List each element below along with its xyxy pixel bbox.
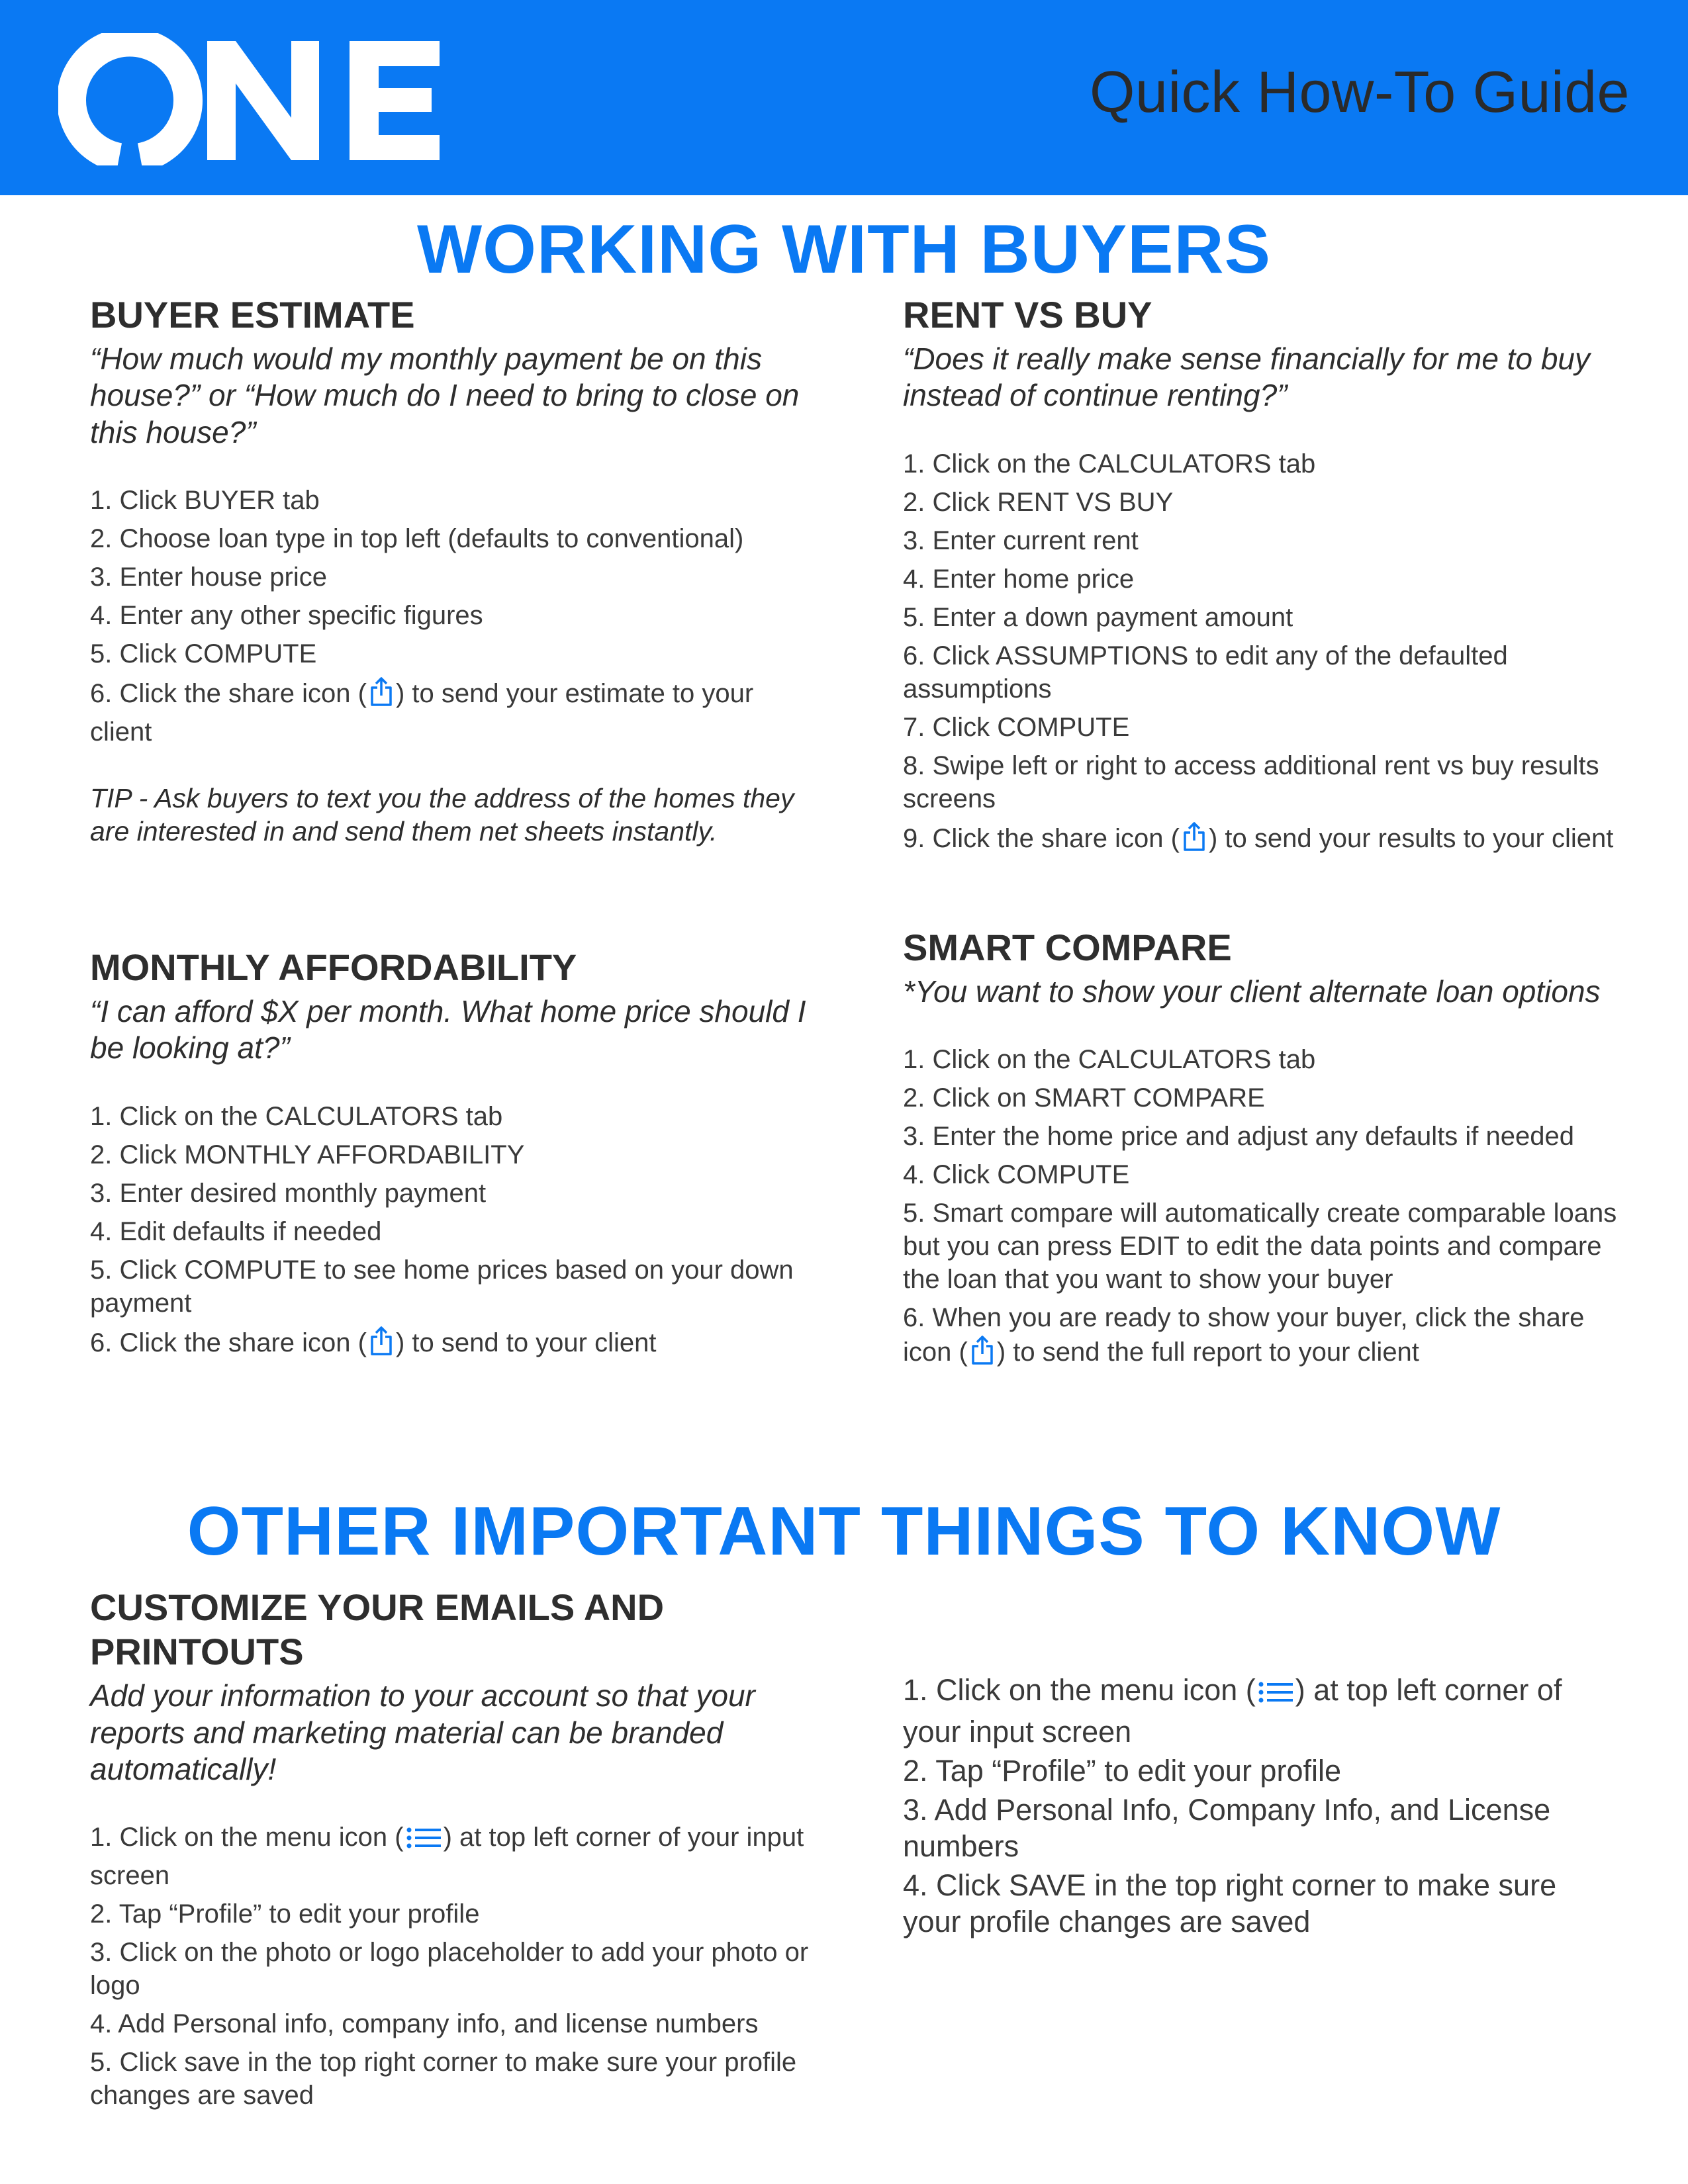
header-subtitle: Quick How-To Guide (1090, 59, 1630, 124)
list-item: 8. Swipe left or right to access additional rent vs buy results screens (903, 751, 1599, 813)
list-item: 3. Add Personal Info, Company Info, and License numbers (903, 1793, 1551, 1863)
buyer-estimate-section (90, 293, 818, 848)
list-item: 4. Click COMPUTE (903, 1160, 1130, 1190)
monthly-affordability-steps (90, 1100, 818, 1365)
buyer-estimate-quote: “How much would my monthly payment be on this house?” or “How much do I need to bring to close on this house?” (90, 341, 800, 449)
share-step-before: 6. Click the share icon ( (90, 678, 367, 708)
list-item: 6. Click ASSUMPTIONS to edit any of the defaulted assumptions (903, 641, 1508, 704)
menu-step-before: 1. Click on the menu icon ( (903, 1673, 1256, 1707)
list-item: 1. Click BUYER tab (90, 485, 320, 515)
rent-vs-buy-section (903, 293, 1618, 866)
list-item (903, 1301, 1618, 1374)
share-icon (368, 676, 395, 715)
list-item: 5. Click COMPUTE to see home prices based on your down payment (90, 1255, 794, 1318)
customize-title: CUSTOMIZE YOUR EMAILS AND PRINTOUTS (90, 1586, 665, 1673)
rent-vs-buy-quote: “Does it really make sense financially for me to buy instead of continue renting?” (903, 341, 1590, 413)
list-item (903, 1672, 1618, 1750)
list-item: 4. Enter home price (903, 564, 1135, 594)
list-item: 3. Enter the home price and adjust any defaults if needed (903, 1122, 1575, 1152)
list-item: 2. Click on SMART COMPARE (903, 1083, 1265, 1113)
list-item: 2. Click RENT VS BUY (903, 487, 1174, 517)
list-item: 5. Click COMPUTE (90, 639, 317, 668)
menu-step-before: 1. Click on the menu icon ( (90, 1822, 404, 1852)
list-item (903, 821, 1618, 860)
list-item: 4. Add Personal info, company info, and license numbers (90, 2009, 759, 2038)
section-title-other: OTHER IMPORTANT THINGS TO KNOW (187, 1493, 1501, 1570)
one-logo (58, 33, 442, 165)
list-item: 2. Click MONTHLY AFFORDABILITY (90, 1140, 525, 1169)
list-item: 2. Tap “Profile” to edit your profile (90, 1899, 480, 1929)
list-item: 5. Enter a down payment amount (903, 602, 1293, 632)
customize-right-steps (903, 1672, 1618, 1940)
list-item: 3. Enter house price (90, 562, 327, 592)
monthly-affordability-title: MONTHLY AFFORDABILITY (90, 946, 577, 988)
header-bar (0, 0, 1688, 195)
customize-quote: Add your information to your account so that your reports and marketing material can be branded automatically! (90, 1678, 755, 1786)
buyer-estimate-tip: TIP - Ask buyers to text you the address of the homes they are interested in and send them net sheets instantly. (90, 782, 794, 846)
section-title-buyers: WORKING WITH BUYERS (416, 211, 1272, 288)
smart-compare-quote: *You want to show your client alternate loan options (903, 974, 1601, 1009)
customize-right-section (903, 1672, 1618, 1942)
share-step-after: ) to send your results to your client (1208, 823, 1614, 853)
list-item: 3. Enter current rent (903, 525, 1139, 555)
share-icon (368, 1325, 395, 1365)
list-item (90, 1325, 818, 1365)
list-item: 3. Click on the photo or logo placeholder to add your photo or logo (90, 1937, 809, 2000)
share-icon (969, 1334, 996, 1374)
menu-step-after: ) at top left corner of your input screen (903, 1673, 1562, 1749)
list-item: 3. Enter desired monthly payment (90, 1178, 487, 1208)
list-item: 7. Click COMPUTE (903, 712, 1130, 742)
list-item: 2. Choose loan type in top left (defaults to conventional) (90, 523, 744, 553)
buyer-estimate-steps (90, 484, 818, 749)
list-item (90, 1821, 818, 1892)
list-item: 1. Click on the CALCULATORS tab (903, 1045, 1316, 1075)
list-item: 5. Click save in the top right corner to make sure your profile changes are saved (90, 2047, 797, 2110)
rent-vs-buy-title: RENT VS BUY (903, 294, 1152, 336)
menu-icon (1257, 1677, 1294, 1713)
list-item: 1. Click on the CALCULATORS tab (903, 449, 1316, 478)
share-icon (1181, 821, 1207, 860)
monthly-affordability-section (90, 945, 818, 1370)
list-item (90, 676, 818, 749)
list-item: 5. Smart compare will automatically create comparable loans but you can press EDIT to edit the data points and compare the loan that you want to show your buyer (903, 1199, 1617, 1295)
share-step-before: 6. Click the share icon ( (90, 1328, 367, 1357)
share-step-after: ) to send to your client (395, 1328, 657, 1357)
menu-step-after: ) at top left corner of your input screen (90, 1822, 804, 1890)
smart-compare-title: SMART COMPARE (903, 927, 1232, 968)
list-item: 4. Click SAVE in the top right corner to make sure your profile changes are saved (903, 1868, 1557, 1938)
list-item: 4. Enter any other specific figures (90, 600, 483, 630)
smart-compare-steps (903, 1043, 1618, 1374)
list-item: 1. Click on the CALCULATORS tab (90, 1101, 503, 1131)
share-step-after: ) to send your estimate to your client (90, 678, 754, 747)
smart-compare-section (903, 925, 1618, 1379)
rent-vs-buy-steps (903, 447, 1618, 860)
buyer-estimate-title: BUYER ESTIMATE (90, 294, 415, 336)
customize-section (90, 1585, 818, 2117)
list-item: 2. Tap “Profile” to edit your profile (903, 1754, 1341, 1788)
share-step-before: 6. When you are ready to show your buyer, click the share icon ( (903, 1303, 1585, 1367)
list-item: 4. Edit defaults if needed (90, 1216, 382, 1246)
share-step-before: 9. Click the share icon ( (903, 823, 1180, 853)
share-step-after: ) to send the full report to your client (996, 1338, 1419, 1367)
menu-icon (405, 1825, 442, 1859)
monthly-affordability-quote: “I can afford $X per month. What home price should I be looking at?” (90, 994, 806, 1066)
customize-steps (90, 1821, 818, 2112)
